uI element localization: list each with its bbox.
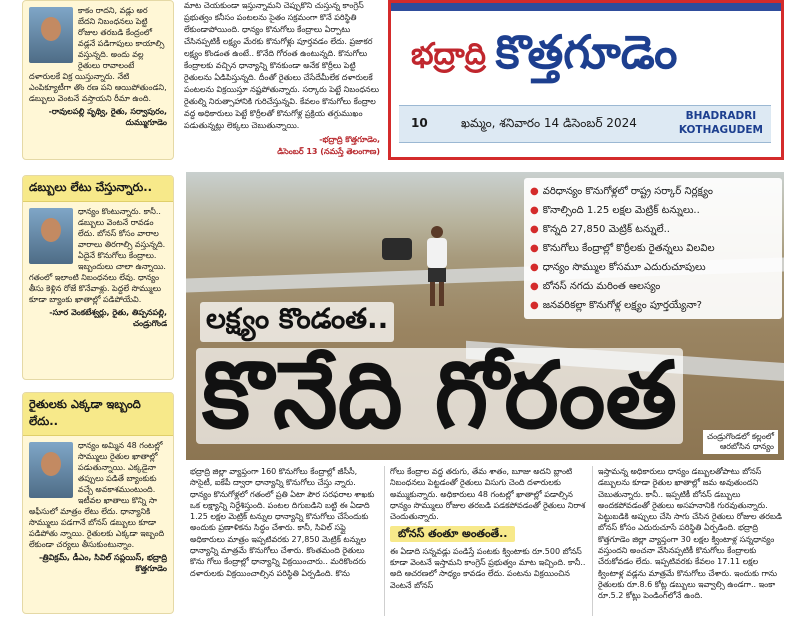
bullet-icon: ●: [530, 243, 539, 254]
article-column-3: [598, 466, 784, 616]
highlight-item: ● జనవరికల్లా కొనుగోళ్ల లక్ష్యం పూర్తయ్యేనా?: [530, 300, 702, 311]
photo-caption: [703, 430, 778, 454]
bullet-icon: ●: [530, 186, 539, 197]
article-column-1: [190, 466, 378, 616]
highlight-item: ● కొనుగోలు కేంద్రాల్లో కొర్రీలకు రైతన్నలు విలవిల: [530, 243, 715, 254]
quote-byline: -రావులపల్లి పృథ్వి, రైతు, సర్వాపురం, దుమ్ముగూడెం: [48, 107, 167, 127]
masthead-top-bar: [391, 3, 781, 11]
card-heading: డబ్బులు లేటు చేస్తున్నారు..: [23, 176, 173, 202]
intro-article-body: మాట చెయకుండా ఇస్తున్నామని చెప్పుకొని చుస్తున్న కాంగ్రెస్ ప్రభుత్వం కనీసం పంటలను సైతం సక్రమంగా కొనే పరిస్థితి లేకుండాపోయింది. ధాన్యం కొనుగోలు కేంద్రాలు ఏర్పాటు చేసినప్పటికీ లక్ష్యం మేరకు కొనుగోళ్లు పూర్తవడం లేదు. ప్రజాకర లక్ష్యం కొండంత ఉంటే.. కొనేది గోరంత ఉంటున్నది. కొనుగోలు కేంద్రాలకు వచ్చిన ధాన్యాన్ని కొనకుండా అనేక కొర్రీలు పెట్టి రైతులను ఏడిపిస్తున్నది. దీంతో రైతులు చేసేదేమీలేక దళారులకే పంటలను విక్రయిస్తూ నష్టపోతున్నారు. సర్కారు పెట్టే నిబంధనలు రైతుల్ని నిరుత్సాహానికి గురిచేస్తున్నవి. కేవలం కొనుగోలు కేంద్రాల వద్ద అధికారులు పెట్టే కొర్రీలతో కొనుగోళ్ల ప్రక్రియ తగ్గుముఖం పడుతున్నట్లు లెక్కలు చెబుతున్నాయి.: [184, 1, 380, 130]
article-text: ఇస్తామన్న అధికారులు ధాన్యం డబ్బులతోపాటు బోనస్ డబ్బులను కూడా రైతుల ఖాతాల్లో జమ అవుతుందని చెబుతున్నారు. కానీ.. ఇప్పటికీ బోనస్ డబ్బులు అందకపోవడంతో రైతులు అసహనానికి గురవుతున్నారు. పెట్టుబడికి అప్పులు చేసి సాగు చేసిన రైతులు రోజుల తరబడి బోనస్ కోసం ఎదురుచూసే పరిస్థితి ఏర్పడింది. భద్రాద్రి కొత్తగూడెం జిల్లా వ్యాప్తంగా 30 లక్షల క్వింటాళ్ల సన్నధాన్యం వస్తుందని అంచనా వేసినప్పటికీ కొనుగోలు కేంద్రాలకు చేరుకోవడం లేదు. ఇప్పటివరకు కేవలం 17.11 లక్షల క్వింటాళ్ల వడ్లను మాత్రమే కొనుగోలు చేశారు. ఇందుకు గాను రైతులకు రూ.8.6 కోట్ల డబ్బులు ఇవ్వాల్సి ఉండగా.. ఇంకా రూ.5.2 కోట్లు పెండింగ్‌లోనే ఉంది.: [598, 467, 782, 601]
portrait-photo: [29, 442, 73, 498]
hero-headline-big: కొనేది గోరంత: [196, 348, 683, 444]
article-text: గోలు కేంద్రాల వద్ద తరుగు, తేమ శాతం, బూజు అదని బ్లాంటి నిబంధనలు పెట్టడంతో రైతులు విసుగు చెంది దళారులకు అమ్ముకున్నారు. అధికారులు 48 గంటల్లో ఖాతాల్లో పడాల్సిన ధాన్యం సొమ్ములు రోజుల తరబడి పడకపోవడంతో రైతులు నిరాశ చెందుతున్నారు.: [390, 467, 586, 522]
page-number: 10: [411, 116, 428, 130]
highlights-list: [524, 178, 782, 319]
tractor-figure: [382, 238, 412, 260]
article-column-2: [390, 466, 586, 616]
highlight-item: ● కొనాల్సింది 1.25 లక్షల మెట్రిక్ టన్నులు..: [530, 205, 700, 216]
bullet-icon: ●: [530, 300, 539, 311]
masthead-title: [411, 25, 677, 91]
masthead-title-small: భద్రాద్రి: [411, 37, 486, 72]
intro-article: [184, 0, 380, 172]
bullet-icon: ●: [530, 281, 539, 292]
dateline-place: -భద్రాద్రి కొత్తగూడెం,: [319, 135, 380, 144]
photo-caption-line1: చండ్రుగొండలో కల్లంలో: [707, 432, 774, 441]
column-divider: [592, 466, 593, 616]
region-label-line2: KOTHAGUDEM: [678, 124, 763, 136]
dateline-date: డిసెంబర్ 13 (నమస్తే తెలంగాణ): [277, 147, 380, 156]
region-label-line1: BHADRADRI: [685, 110, 757, 122]
quote-body: కాకం రాదని, వడ్లు అర బేదని నిబంధనలు పెట్టి రోజుల తరబడి కేంద్రంలో వడ్లనే పడిగాపులు కాయాల్సి వస్తున్నది. అందు వల్ల రైతులు రావాలంటే దళారులకే విక్ర యిస్తున్నారు. నేటి ఎంపిక్యూటీగా తొం రణ పని ఆయిపోతుండని, డబ్బులు వెంటనే వస్తాయని రీమా ఉంది.: [29, 6, 167, 103]
masthead-info-bar: [399, 105, 771, 143]
farmer-figure: [424, 226, 450, 306]
bullet-icon: ●: [530, 224, 539, 235]
bullet-icon: ●: [530, 262, 539, 273]
portrait-photo: [29, 208, 73, 264]
column-divider: [384, 466, 385, 616]
highlight-item: ● వరిధాన్యం కొనుగోళ్లలో రాష్ట్ర సర్కార్ నిర్లక్ష్యం: [530, 186, 713, 197]
quote-body: ధాన్యం అమ్మిన 48 గంటల్లో సొమ్ములు రైతుల ఖాతాల్లో పడుతున్నాయి. ఎక్కడైనా తప్పులు పడితే బ్యాంకుకు వచ్చే అవకాశముంటుంది. ఇటీవల ఖాతాలు కొన్ని సా అఫీసులో మాత్రం లేటు లేదు. ధాన్యానికి సొమ్ములు పడగానే బోనస్ డబ్బులు కూడా పడిపోతు న్నాయి. రైతులకు ఎక్కడా ఇబ్బంది లేకుండా చర్యలు తీసుకుంటున్నాం.: [29, 441, 165, 549]
photo-caption-line2: ఆరబోసిన ధాన్యం: [719, 442, 774, 451]
highlight-item: ● ధాన్యం సొమ్ముల కోసమూ ఎదురుచూపులు: [530, 262, 706, 273]
masthead: [388, 0, 784, 160]
region-label: [679, 109, 763, 137]
highlight-item: ● బోనస్ నగదు మరింత ఆలస్యం: [530, 281, 661, 292]
card-heading: రైతులకు ఎక్కడా ఇబ్బంది లేదు..: [23, 393, 173, 436]
portrait-photo: [29, 7, 73, 63]
reader-quote-card-2: [22, 175, 174, 380]
quote-byline: -త్రివిక్రమ్, డీఎం, సివిల్ సప్లయిస్, భద్రాద్రి కొత్తగూడెం: [39, 553, 167, 573]
date-line: ఖమ్మం, శనివారం 14 డిసెంబర్ 2024: [461, 116, 637, 130]
article-text: ఈ ఏడాది సన్నవడ్లు పండిస్తే పంటకు క్వింటాకు రూ.500 బోనస్ కూడా వెంటనే ఇస్తామని కాంగ్రెస్ ప్రభుత్వం మాట ఇచ్చింది. కానీ.. అది ఆచరణలో సాధ్యం కావడం లేదు. పంటను విక్రయించిన వెంటనే బోనస్: [390, 546, 586, 590]
article-text: భద్రాద్రి జిల్లా వ్యాప్తంగా 160 కొనుగోలు కేంద్రాల్లో జీసీసీ, సొసైటీ, ఐకేపీ ద్వారా ధాన్యాన్ని కొనుగోలు చేస్తు న్నారు. ధాన్యం కొనుగోళ్లలో గతంలో ప్రతి ఏటా పౌర సరఫరాల శాఖకు ఒక లక్ష్యాన్ని నిర్దేశిస్తుంది. పంటల దిగుబడిని బట్టి ఈ ఏడాది 1.25 లక్షల మెట్రిక్ టన్నుల ధాన్యాన్ని కొనుగోలు చేసేందుకు అందుకు ప్రణాళికను సిద్ధం చేశారు. కానీ, సివిల్ సప్లై అధికారులు మాత్రం ఇప్పటివరకు 27,850 మెట్రిక్ టన్నుల ధాన్యాన్ని మాత్రమే కొనుగోలు చేశారు. కొంతమంది రైతులు కొను గోలు కేంద్రాల్లో ధాన్యాన్ని విక్రయించారు.. మరికొందరు దళారులకు విక్రయించాల్సిన పరిస్థితి ఏర్పడింది. కొను: [190, 467, 375, 578]
quote-byline: -సూర వెంకటేశ్వర్లు, రైతు, తిప్పనపల్లి, చండ్రుగొండ: [49, 308, 167, 328]
reader-quote-card-1: [22, 0, 174, 160]
quote-body: ధాన్యం కొంటున్నారు. కానీ.. డబ్బులు వెంటనే రావడం లేదు. బోనస్ కోసం వారాల వారాలు తిరగాల్సి వస్తున్నది. ఏదైనే కొనుగోలు కేంద్రాలు. ఇబ్బందులు చాలా ఉన్నాయి. గతంలో ఇలాంటి నిబంధనలు లేవు. ధాన్యం తీసు కెళ్లిన రోజే కొనేవాళ్లు. పెద్దలే సొమ్ములు కూడా బ్యాంకు ఖాతాల్లో పడిపోయేవి.: [29, 207, 166, 304]
masthead-title-big: కొత్తగూడెం: [495, 25, 678, 79]
bullet-icon: ●: [530, 205, 539, 216]
highlight-item: ● కొన్నది 27,850 మెట్రిక్ టన్నులే..: [530, 224, 670, 235]
reader-quote-card-3: [22, 392, 174, 614]
section-subhead: బోనస్ తంతూ అంతంతే..: [390, 526, 515, 541]
hero-headline-small: లక్ష్యం కొండంత..: [200, 302, 394, 342]
